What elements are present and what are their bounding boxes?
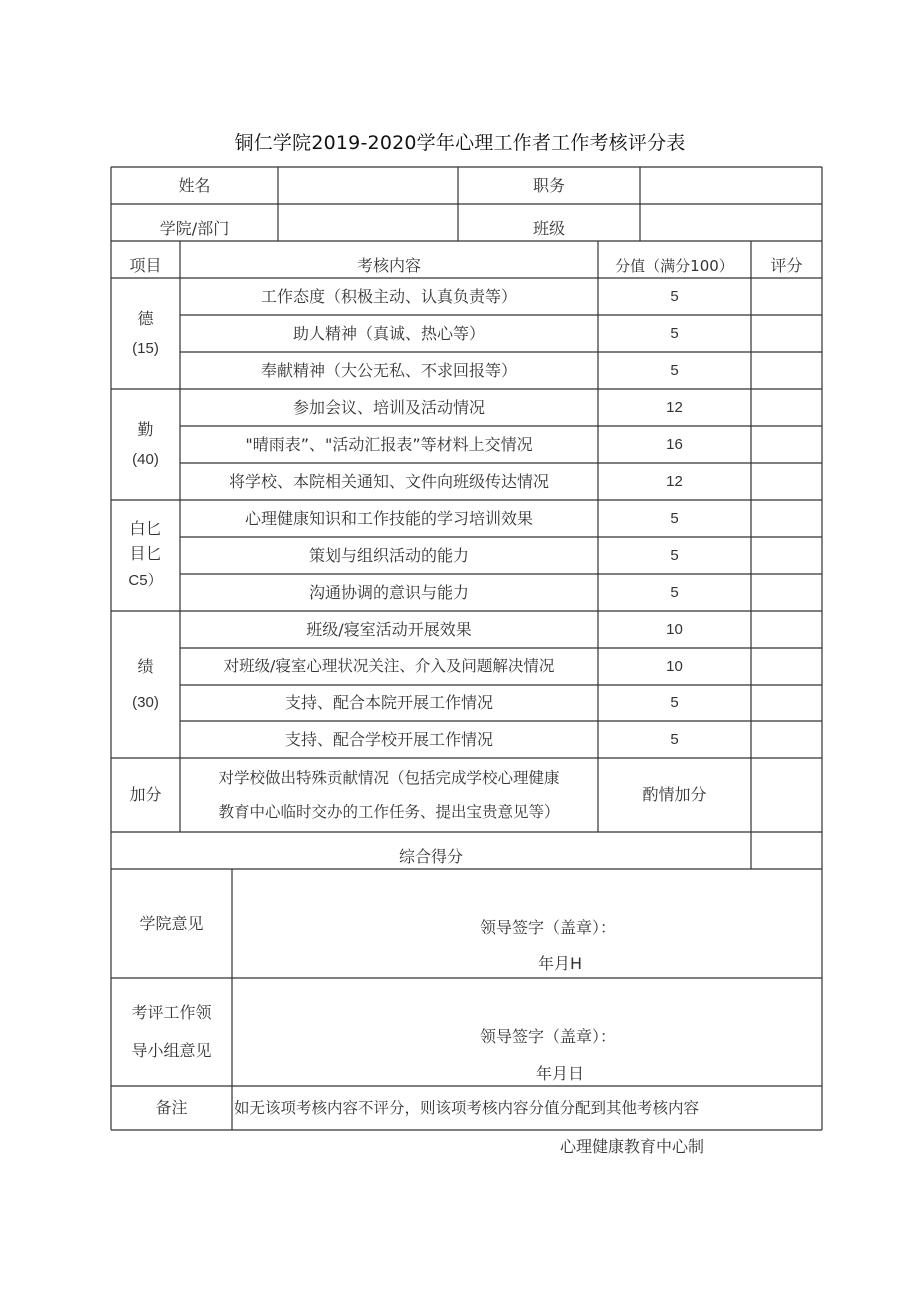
group-label-qin	[111, 389, 180, 500]
name-label: 姓名	[178, 175, 211, 195]
header-item: 项目	[129, 255, 162, 275]
page-title: 铜仁学院2019-2020学年心理工作者工作考核评分表	[234, 132, 686, 154]
bonus-content	[180, 758, 598, 832]
total-rating-cell[interactable]	[751, 832, 822, 869]
position-label: 职务	[532, 175, 565, 195]
group-label-line: (40)	[132, 450, 159, 468]
group-label-line: C5）	[128, 571, 163, 589]
criterion-content: 支持、配合本院开展工作情况	[284, 693, 493, 713]
criterion-score: 5	[670, 324, 679, 342]
footer-note: 心理健康教育中心制	[560, 1137, 705, 1156]
group-opinion-label-line: 导小组意见	[131, 1041, 212, 1060]
criterion-content: 将学校、本院相关通知、文件向班级传达情况	[228, 471, 549, 491]
remarks-text: 如无该项考核内容不评分，则该项考核内容分值分配到其他考核内容	[234, 1098, 700, 1117]
group-opinion-label	[111, 978, 232, 1086]
criterion-content: 对班级/寝室心理状况关注、介入及问题解决情况	[223, 657, 555, 676]
criterion-content: 工作态度（积极主动、认真负责等）	[260, 286, 517, 306]
header-score: 分值（满分100）	[615, 256, 734, 275]
rating-cell[interactable]	[751, 352, 822, 389]
rating-cell[interactable]	[751, 537, 822, 574]
criterion-score: 5	[670, 730, 679, 748]
criterion-score: 5	[670, 546, 679, 564]
rating-cell[interactable]	[751, 685, 822, 721]
college-label: 学院/部门	[159, 218, 230, 238]
group-label-neng	[111, 500, 180, 611]
rating-cell[interactable]	[751, 574, 822, 611]
criterion-score: 5	[670, 509, 679, 527]
bonus-content-line: 教育中心临时交办的工作任务、提出宝贵意见等）	[218, 803, 560, 821]
criterion-score: 16	[666, 435, 683, 453]
criterion-content: 沟通协调的意识与能力	[308, 582, 469, 602]
bonus-content-line: 对学校做出特殊贡献情况（包括完成学校心理健康	[218, 769, 560, 787]
position-field[interactable]	[640, 167, 822, 204]
college-field[interactable]	[278, 204, 458, 241]
rating-cell[interactable]	[751, 426, 822, 463]
rating-cell[interactable]	[751, 758, 822, 832]
criterion-score: 5	[670, 361, 679, 379]
criterion-content: 心理健康知识和工作技能的学习培训效果	[244, 508, 533, 528]
rating-cell[interactable]	[751, 278, 822, 315]
group-label-de	[111, 278, 180, 389]
college-sign-label: 领导签字（盖章）：	[480, 918, 617, 938]
name-field[interactable]	[278, 167, 458, 204]
rating-cell[interactable]	[751, 389, 822, 426]
rating-cell[interactable]	[751, 611, 822, 648]
class-label: 班级	[532, 218, 565, 238]
criterion-score: 10	[666, 620, 683, 638]
group-label-line: (30)	[132, 693, 159, 711]
criterion-score: 5	[670, 583, 679, 601]
criterion-score: 12	[666, 472, 683, 490]
remarks-label: 备注	[155, 1098, 188, 1118]
group-sign-label: 领导签字（盖章）：	[480, 1027, 617, 1047]
criterion-score: 12	[666, 398, 683, 416]
group-label-line: 绩	[137, 656, 154, 676]
header-rating: 评分	[770, 255, 803, 275]
college-date: 年月H	[537, 954, 583, 974]
group-label-ji	[111, 611, 180, 758]
criterion-content: 支持、配合学校开展工作情况	[284, 729, 493, 749]
group-label-line: (15)	[132, 339, 159, 357]
rating-cell[interactable]	[751, 721, 822, 758]
rating-cell[interactable]	[751, 463, 822, 500]
rating-cell[interactable]	[751, 648, 822, 685]
group-label-line: 白匕	[129, 518, 162, 538]
group-label-line: 目匕	[129, 543, 162, 563]
group-label-line: 德	[137, 308, 154, 328]
group-label-line: 勤	[137, 419, 154, 439]
criterion-score: 5	[670, 694, 679, 711]
class-field[interactable]	[640, 204, 822, 241]
header-content: 考核内容	[356, 255, 421, 275]
criterion-content: 策划与组织活动的能力	[308, 545, 469, 565]
rating-cell[interactable]	[751, 500, 822, 537]
bonus-label: 加分	[129, 785, 162, 805]
group-date: 年月日	[535, 1064, 584, 1084]
criterion-content: 班级/寝室活动开展效果	[306, 619, 472, 639]
criterion-content: 奉献精神（大公无私、不求回报等）	[260, 360, 517, 380]
rating-cell[interactable]	[751, 315, 822, 352]
total-label: 综合得分	[398, 846, 463, 866]
criterion-content: 助人精神（真诚、热心等）	[292, 323, 485, 343]
criterion-score: 10	[666, 657, 683, 675]
college-opinion-label: 学院意见	[139, 913, 204, 933]
criterion-score: 5	[670, 287, 679, 305]
group-opinion-label-line: 考评工作领	[131, 1003, 212, 1022]
criterion-content: "晴雨表”、"活动汇报表”等材料上交情况	[245, 434, 533, 454]
criterion-content: 参加会议、培训及活动情况	[292, 397, 485, 417]
bonus-score: 酌情加分	[642, 785, 707, 805]
